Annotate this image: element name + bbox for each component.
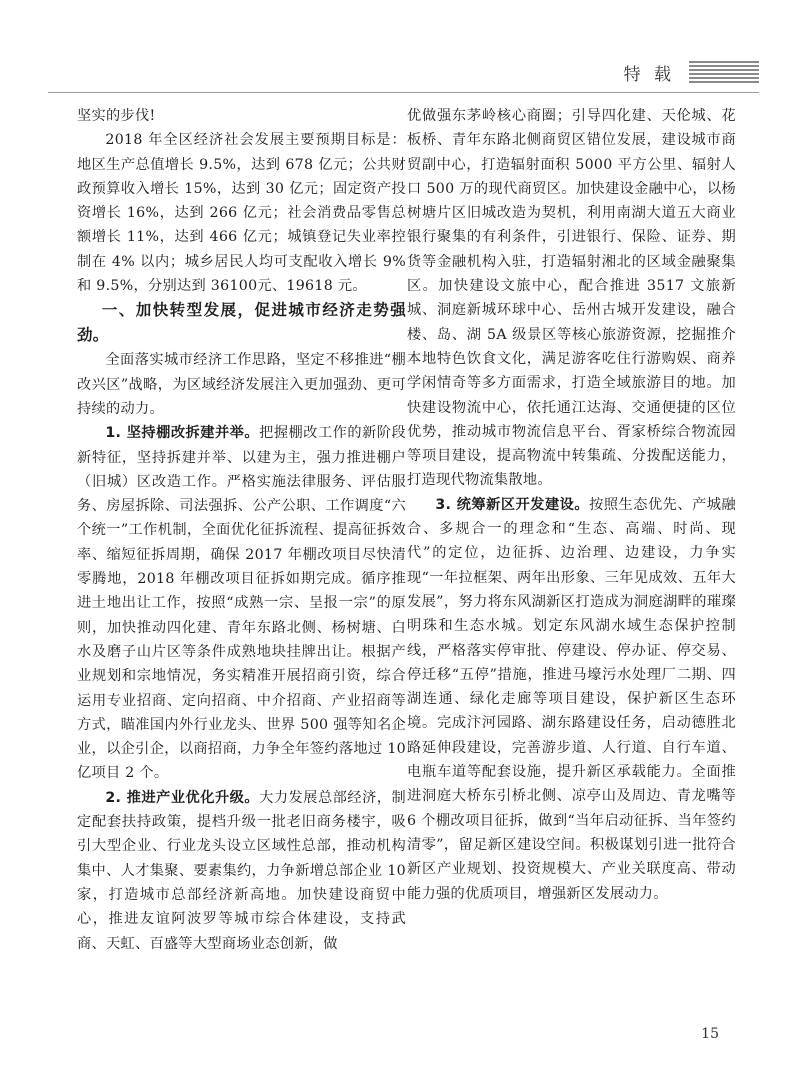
header-decoration-lines <box>689 61 759 83</box>
paragraph-item-3 <box>407 493 736 906</box>
item-3-body: 按照生态优先、产城融合、多规合一的理念和“生态、高端、时尚、现代”的定位，边征拆、边治理、边建设，力争实现“一年拉框架、两年出形象、三年见成效、五年大发展”，努力将东风湖新区打造成为洞庭湖畔的璀璨明珠和生态水城。划定东风湖水域生态保护控制线，严格落实停审批、停建设、停办证、停交易、停迁移“五停”措施，推进马壕污水处理厂二期、四湖连通、绿化走廊等项目建设，保护新区生态环境。完成汴河园路、湖东路建设任务，启动德胜北路延伸段建设，完善游步道、人行道、自行车道、电瓶车道等配套设施，提升新区承载能力。全面推进洞庭大桥东引桥北侧、凉亭山及周边、青龙嘴等 6 个棚改项目征拆，做到“当年启动征拆、当年签约清零”，留足新区建设空间。积极谋划引进一批符合新区产业规划、投资规模大、产业关联度高、带动能力强的优质项目，增强新区发展动力。 <box>407 496 736 902</box>
header-rule <box>48 92 759 93</box>
item-2-body: 大力发展总部经济，制定配套扶持政策，提档升级一批老旧商务楼宇，吸引大型企业、行业龙头设立区域性总部，推动机构集中、人才集聚、要素集约，力争新增总部企业 10 家，打造城市总部经济新高地。加快建设商贸中心，推进友谊阿波罗等城市综合体建设，支持武商、天虹、百盛等大型商场业态创新，做 <box>77 789 406 952</box>
item-3-title: 3. 统筹新区开发建设。 <box>435 496 590 513</box>
item-1-body: 把握棚改工作的新阶段新特征，坚持拆建并举、以建为主，强力推进棚户（旧城）区改造工作。严格实施法律服务、评估服务、房屋拆除、司法强拆、公产公职、工作调度“六个统一”工作机制，全面优化征拆流程、提高征拆效率、缩短征拆周期，确保 2017 年棚改项目尽快清零腾地，2018 年棚改项目征拆如期完成。循序推进土地出让工作，按照“成熟一宗、呈报一宗”的原则，加快推动四化建、青年东路北侧、杨树塘、白水及磨子山片区等条件成熟地块挂牌出让。根据产业规划和宗地情况，务实精准开展招商引资，综合运用专业招商、定向招商、中介招商、产业招商等方式，瞄准国内外行业龙头、世界 500 强等知名企业，以企引企，以商招商，力争全年签约落地过 10 亿项目 2 个。 <box>77 425 406 782</box>
paragraph-item-1 <box>77 421 406 785</box>
header-title: 特 载 <box>623 64 675 85</box>
left-column <box>77 104 406 956</box>
item-1-title: 1. 坚持棚改拆建并举。 <box>105 425 260 442</box>
section-heading: 一、加快转型发展，促进城市经济走势强劲。 <box>77 301 406 345</box>
right-column <box>407 104 736 906</box>
paragraph-targets: 2018 年全区经济社会发展主要预期目标是：地区生产总值增长 9.5%，达到 678 亿元；公共财政预算收入增长 15%，达到 30 亿元；固定资产投资增长 16%，达到 266 亿元；社会消费品零售总额增长 11%，达到 466 亿元；城镇登记失业率控制在 4% 以内；城乡居民人均可支配收入增长 9% 和 9.5%，分别达到 36100元、19618 元。 <box>77 132 406 295</box>
item-2-title: 2. 推进产业优化升级。 <box>105 789 260 806</box>
paragraph-continuation: 坚实的步伐! <box>77 108 156 124</box>
page-number: 15 <box>701 1026 719 1042</box>
paragraph-intro: 全面落实城市经济工作思路，坚定不移推进“棚改兴区”战略，为区域经济发展注入更加强劲、更可持续的动力。 <box>77 352 406 417</box>
running-header <box>624 57 759 87</box>
paragraph-continuation-right: 优做强东茅岭核心商圈；引导四化建、天伦城、花板桥、青年东路北侧商贸区错位发展，建设城市商贸副中心，打造辐射面积 5000 平方公里、辐射人口 500 万的现代商贸区。加快建设金融中心，以杨树塘片区旧城改造为契机，利用南湖大道五大商业银行聚集的有利条件，引进银行、保险、证券、期货等金融机构入驻，打造辐射湘北的区域金融聚集区。加快建设文旅中心，配合推进 3517 文旅新城、洞庭新城环球中心、岳州古城开发建设，融合楼、岛、湖 5A 级景区等核心旅游资源，挖掘推介本地特色饮食文化，满足游客吃住行游购娱、商养学闲情奇等多方面需求，打造全域旅游目的地。加快建设物流中心，依托通江达海、交通便捷的区位优势，推动城市物流信息平台、胥家桥综合物流园等项目建设，提高物流中转集疏、分拨配送能力，打造现代物流集散地。 <box>407 108 736 489</box>
paragraph-item-2 <box>77 786 406 956</box>
